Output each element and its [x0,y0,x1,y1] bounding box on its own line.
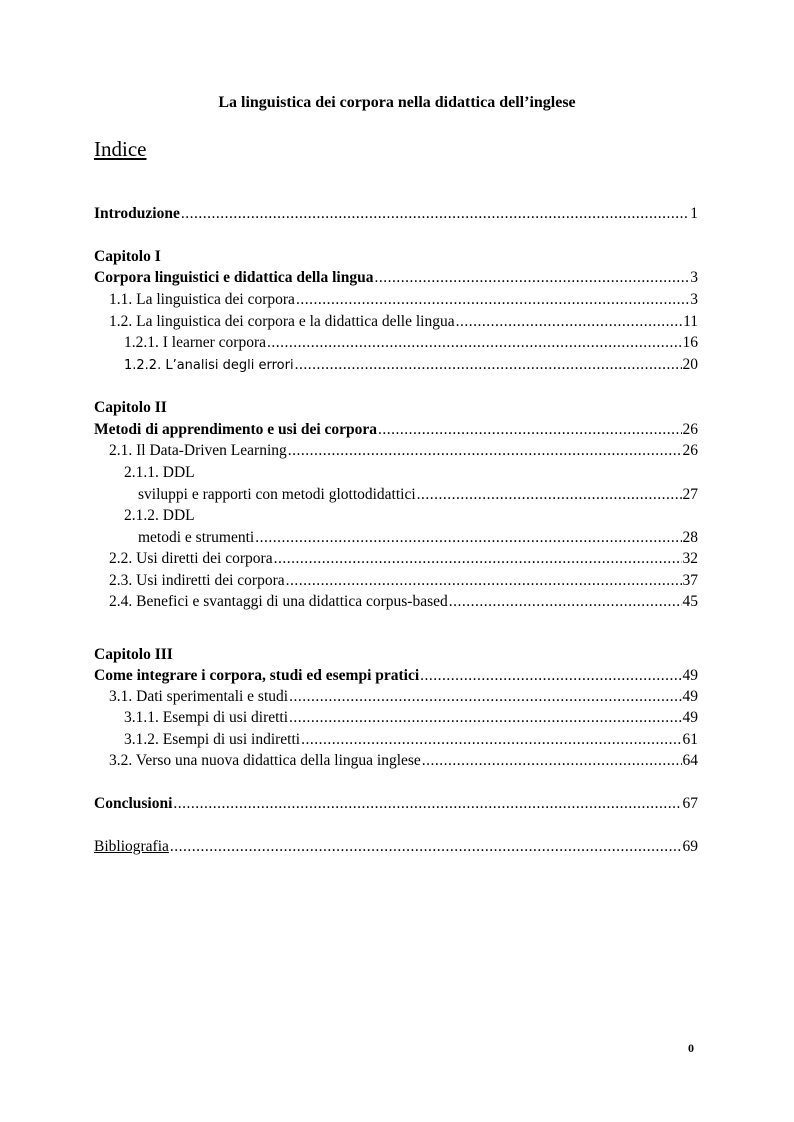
toc-label: Come integrare i corpora, studi ed esempi pratici [94,667,420,684]
toc-entry-2-2[interactable] [109,549,698,569]
toc-label: 3.1.2. Esempi di usi indiretti [124,731,301,748]
toc-entry-2-1-2-number[interactable]: 2.1.2. DDL [124,507,195,524]
leader-dots [296,290,689,310]
toc-page: 45 [682,593,698,610]
toc-entry-2-1[interactable] [109,441,698,461]
toc-entry-2-3[interactable] [109,571,698,591]
toc-page: 26 [682,421,698,438]
toc-entry-3-2[interactable] [109,751,698,771]
toc-entry-1-2-1[interactable] [124,333,698,353]
toc-label: metodi e strumenti [138,529,255,546]
toc-page: 49 [682,688,698,705]
toc-page: 61 [682,731,698,748]
toc-entry-3-1-2[interactable] [124,730,698,750]
toc-label: 2.3. Usi indiretti dei corpora [109,572,285,589]
toc-entry-introduction[interactable] [94,204,698,224]
toc-entry-chapter-3[interactable] [94,666,698,686]
toc-page: 3 [690,269,698,286]
toc-page: 26 [682,442,698,459]
toc-label: 2.2. Usi diretti dei corpora [109,550,273,567]
toc-entry-1-2[interactable] [109,312,698,332]
toc-entry-2-4[interactable] [109,592,698,612]
leader-dots [295,355,682,375]
toc-label: 3.1.1. Esempi di usi diretti [124,709,289,726]
chapter-1-heading: Capitolo I [94,248,161,265]
toc-page: 49 [682,709,698,726]
leader-dots [267,333,681,353]
leader-dots [289,687,681,707]
toc-entry-chapter-1[interactable] [94,268,698,288]
toc-label: Conclusioni [94,795,173,812]
leader-dots [288,441,682,461]
leader-dots [456,312,682,332]
page-number: 0 [688,1041,694,1055]
toc-entry-chapter-2[interactable] [94,420,698,440]
toc-label: Introduzione [94,205,180,222]
leader-dots [301,730,681,750]
toc-entry-2-1-2[interactable] [138,528,698,548]
leader-dots [417,485,682,505]
toc-page: 16 [682,334,698,351]
leader-dots [170,837,682,857]
toc-label: 1.2. La linguistica dei corpora e la didattica delle lingua [109,313,455,330]
toc-label: Corpora linguistici e didattica della lingua [94,269,374,286]
toc-entry-1-2-2[interactable] [124,355,698,375]
index-heading: Indice [94,137,147,161]
toc-entry-2-1-1[interactable] [138,485,698,505]
toc-label: sviluppi e rapporti con metodi glottodidattici [138,486,416,503]
leader-dots [378,420,681,440]
toc-label: 1.2.1. I learner corpora [124,334,267,351]
toc-page: 27 [682,486,698,503]
leader-dots [274,549,682,569]
leader-dots [173,794,681,814]
leader-dots [255,528,681,548]
leader-dots [374,268,689,288]
toc-label: Bibliografia [94,838,169,855]
toc-page: 49 [682,667,698,684]
leader-dots [286,571,682,591]
toc-page: 3 [690,291,698,308]
document-title: La linguistica dei corpora nella didattica dell’inglese [218,94,576,111]
chapter-2-heading: Capitolo II [94,399,167,416]
leader-dots [449,592,682,612]
toc-label: 1.2.2. L’analisi degli errori [124,358,294,373]
toc-page: 32 [682,550,698,567]
leader-dots [422,751,682,771]
leader-dots [289,708,681,728]
toc-entry-2-1-1-number[interactable]: 2.1.1. DDL [124,464,195,481]
chapter-3-heading: Capitolo III [94,646,173,663]
toc-page: 11 [683,313,698,330]
toc-page: 67 [682,795,698,812]
toc-label: 2.1. Il Data-Driven Learning [109,442,287,459]
toc-page: 37 [682,572,698,589]
toc-label: 3.1. Dati sperimentali e studi [109,688,289,705]
toc-page: 64 [682,752,698,769]
leader-dots [420,666,681,686]
toc-entry-bibliography[interactable] [94,837,698,857]
toc-entry-conclusions[interactable] [94,794,698,814]
toc-page: 20 [682,356,698,373]
leader-dots [181,204,689,224]
toc-page: 28 [682,529,698,546]
toc-entry-3-1[interactable] [109,687,698,707]
toc-entry-1-1[interactable] [109,290,698,310]
toc-label: 2.4. Benefici e svantaggi di una didattica corpus-based [109,593,448,610]
toc-label: 3.2. Verso una nuova didattica della lingua inglese [109,752,421,769]
toc-page: 1 [690,205,698,222]
toc-label: Metodi di apprendimento e usi dei corpora [94,421,378,438]
toc-page: 69 [682,838,698,855]
toc-label: 1.1. La linguistica dei corpora [109,291,295,308]
toc-entry-3-1-1[interactable] [124,708,698,728]
